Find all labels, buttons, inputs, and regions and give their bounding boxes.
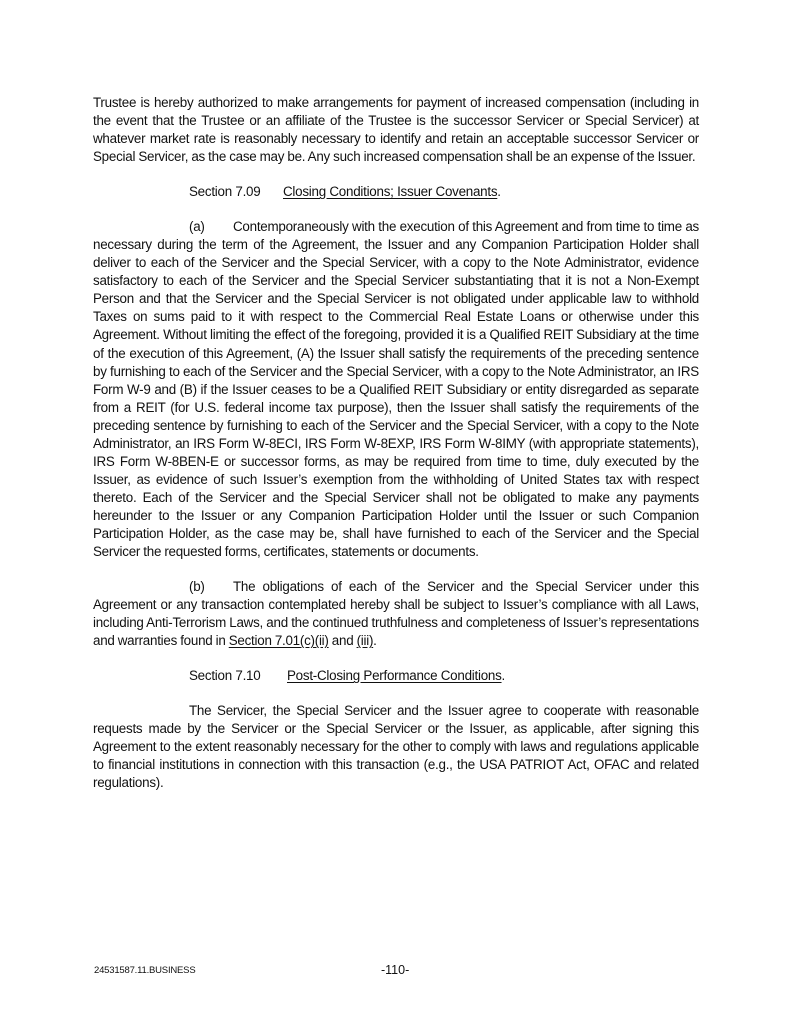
paragraph-a bbox=[93, 218, 699, 561]
section-709-heading bbox=[93, 183, 699, 201]
section-ref-link: Section 7.01(c)(ii) bbox=[228, 633, 329, 649]
paragraph-b-end: . bbox=[373, 633, 377, 649]
section-710-heading bbox=[93, 667, 699, 685]
paragraph-b-label: (b) bbox=[189, 579, 205, 595]
footer-page-number: -110- bbox=[381, 963, 410, 977]
section-709-title: Closing Conditions; Issuer Covenants bbox=[283, 184, 498, 200]
paragraph-a-label: (a) bbox=[189, 219, 205, 235]
section-710-title: Post-Closing Performance Conditions bbox=[287, 668, 502, 684]
footer-document-id: 24531587.11.BUSINESS bbox=[94, 965, 196, 976]
subsection-ref-link: (iii) bbox=[356, 633, 374, 649]
continuation-paragraph: Trustee is hereby authorized to make arrangements for payment of increased compensation (including in the event that the Trustee or an affiliate of the Trustee is the successor Servicer or Special Servicer) at whatever market rate is reasonably necessary to identify and retain an acceptable successor Servicer or Special Servicer, as the case may be. Any such increased compensation shall be an expense of the Issuer. bbox=[93, 95, 699, 165]
section-710-number: Section 7.10 bbox=[189, 668, 261, 684]
paragraph-b bbox=[93, 578, 699, 650]
paragraph-b-text: The obligations of each of the Servicer and the Special Servicer under this Agreement or any transaction contemplated hereby shall be subject to Issuer’s compliance with all Laws, including Anti-Terrorism Laws, and the continued truthfulness and completeness of Issuer’s representations and warranties found in bbox=[93, 579, 699, 649]
section-709-title-suffix: . bbox=[497, 184, 501, 200]
paragraph-a-text: Contemporaneously with the execution of this Agreement and from time to time as necessary during the term of the Agreement, the Issuer and any Companion Participation Holder shall deliver to each of the Servicer and the Special Servicer, with a copy to the Note Administrator, evidence satisfactory to each of the Servicer and the Special Servicer substantiating that it is not a Non-Exempt Person and that the Servicer and the Special Servicer is not obligated under applicable law to withhold Taxes on sums paid to it with respect to the Commercial Real Estate Loans or otherwise under this Agreement. Without limiting the effect of the foregoing, provided it is a Qualified REIT Subsidiary at the time of the execution of this Agreement, (A) the Issuer shall satisfy the requirements of the preceding sentence by furnishing to each of the Servicer and the Special Servicer, with a copy to the Note Administrator, an IRS Form W-9 and (B) if the Issuer ceases to be a Qualified REIT Subsidiary or entity disregarded as separate from a REIT (for U.S. federal income tax purpose), then the Issuer shall satisfy the requirements of the preceding sentence by furnishing to each of the Servicer and the Special Servicer, with a copy to the Note Administrator, an IRS Form W-8ECI, IRS Form W-8EXP, IRS Form W-8IMY (with appropriate statements), IRS Form W-8BEN-E or successor forms, as may be required from time to time, duly executed by the Issuer, as evidence of such Issuer’s exemption from the withholding of United States tax with respect thereto. Each of the Servicer and the Special Servicer shall not be obligated to make any payments hereunder to the Issuer or any Companion Participation Holder until the Issuer or such Companion Participation Holder, as the case may be, shall have furnished to each of the Servicer and the Special Servicer the requested forms, certificates, statements or documents. bbox=[93, 219, 699, 560]
section-710-paragraph: The Servicer, the Special Servicer and the Issuer agree to cooperate with reasonable requests made by the Servicer or the Special Servicer or the Issuer, as applicable, after signing this Agreement to the extent reasonably necessary for the other to comply with laws and regulations applicable to financial institutions in connection with this transaction (e.g., the USA PATRIOT Act, OFAC and related regulations). bbox=[93, 703, 699, 791]
section-710-title-suffix: . bbox=[501, 668, 506, 684]
section-709-number: Section 7.09 bbox=[189, 184, 261, 200]
document-page bbox=[93, 94, 699, 793]
paragraph-b-connector: and bbox=[328, 633, 357, 649]
